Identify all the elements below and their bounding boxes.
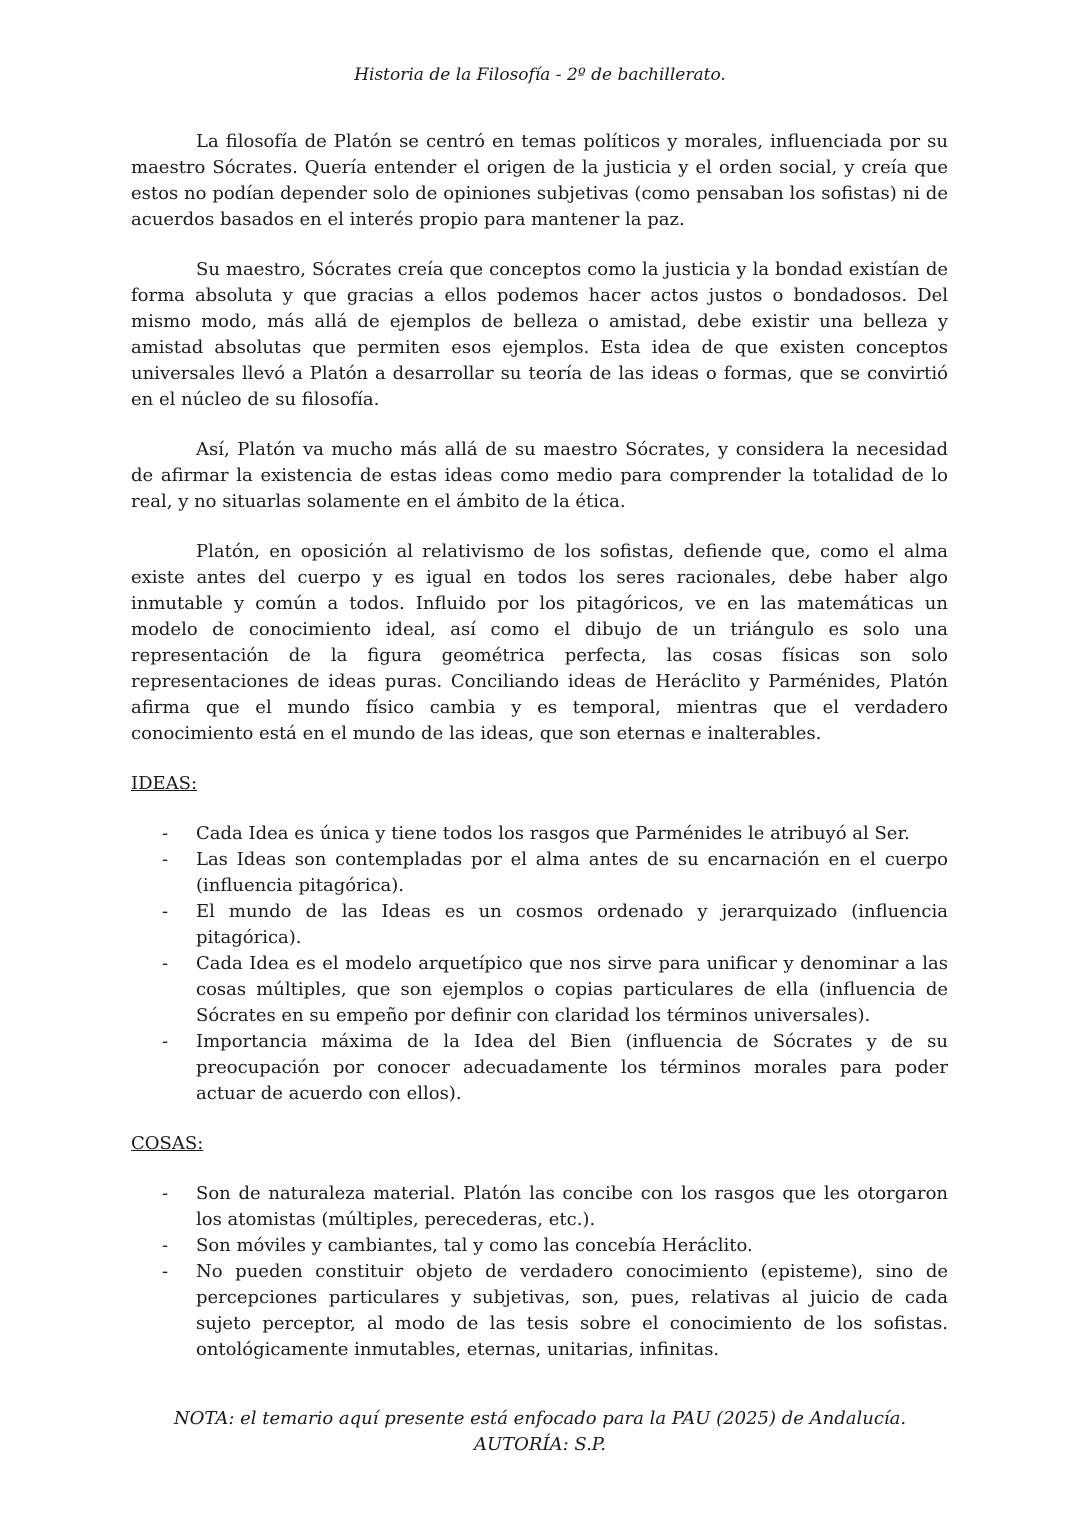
list-item-text: Cada Idea es única y tiene todos los rasgos que Parménides le atribuyó al Ser.	[196, 823, 910, 844]
page-footer	[0, 1406, 1080, 1458]
list-item-text: Son móviles y cambiantes, tal y como las concebía Heráclito.	[196, 1235, 753, 1256]
list-item	[131, 1029, 948, 1107]
list-item-text: Cada Idea es el modelo arquetípico que nos sirve para unificar y denominar a las cosas múltiples, que son ejemplos o copias particulares de ella (influencia de Sócrates en su empeño por definir con claridad los términos universales).	[196, 953, 948, 1026]
dash-bullet: -	[162, 823, 169, 844]
paragraph: Platón, en oposición al relativismo de los sofistas, defiende que, como el alma existe antes del cuerpo y es igual en todos los seres racionales, debe haber algo inmutable y común a todos. Influido por los pitagóricos, ve en las matemáticas un modelo de conocimiento ideal, así como el dibujo de un triángulo es solo una representación de la figura geométrica perfecta, las cosas físicas son solo representaciones de ideas puras. Conciliando ideas de Heráclito y Parménides, Platón afirma que el mundo físico cambia y es temporal, mientras que el verdadero conocimiento está en el mundo de las ideas, que son eternas e inalterables.	[131, 541, 948, 744]
list-item	[131, 847, 948, 899]
ideas-list	[131, 821, 948, 1107]
list-item	[131, 951, 948, 1029]
paragraph: La filosofía de Platón se centró en temas políticos y morales, influenciada por su maestro Sócrates. Quería entender el origen de la justicia y el orden social, y creía que estos no podían depender solo de opiniones subjetivas (como pensaban los sofistas) ni de acuerdos basados en el interés propio para mantener la paz.	[131, 131, 948, 230]
list-item	[131, 1259, 948, 1363]
dash-bullet: -	[162, 1183, 169, 1204]
cosas-list	[131, 1181, 948, 1363]
dash-bullet: -	[162, 849, 169, 870]
footer-author: AUTORÍA: S.P.	[474, 1434, 606, 1455]
dash-bullet: -	[162, 1031, 169, 1052]
dash-bullet: -	[162, 1261, 169, 1282]
paragraph: Su maestro, Sócrates creía que conceptos como la justicia y la bondad existían de forma absoluta y que gracias a ellos podemos hacer actos justos o bondadosos. Del mismo modo, más allá de ejemplos de belleza o amistad, debe existir una belleza y amistad absolutas que permiten esos ejemplos. Esta idea de que existen conceptos universales llevó a Platón a desarrollar su teoría de las ideas o formas, que se convirtió en el núcleo de su filosofía.	[131, 259, 948, 410]
list-item	[131, 1233, 948, 1259]
list-item-text: Importancia máxima de la Idea del Bien (influencia de Sócrates y de su preocupación por conocer adecuadamente los términos morales para poder actuar de acuerdo con ellos).	[196, 1031, 948, 1104]
dash-bullet: -	[162, 901, 169, 922]
list-item-text: Las Ideas son contempladas por el alma antes de su encarnación en el cuerpo (influencia pitagórica).	[196, 849, 948, 896]
dash-bullet: -	[162, 953, 169, 974]
ideas-heading: IDEAS:	[131, 773, 198, 794]
list-item	[131, 899, 948, 951]
document-body	[131, 129, 948, 1387]
footer-note: NOTA: el temario aquí presente está enfocado para la PAU (2025) de Andalucía.	[173, 1408, 907, 1429]
dash-bullet: -	[162, 1235, 169, 1256]
page-header: Historia de la Filosofía - 2º de bachillerato.	[354, 65, 726, 85]
list-item-text: Son de naturaleza material. Platón las concibe con los rasgos que les otorgaron los atomistas (múltiples, perecederas, etc.).	[196, 1183, 948, 1230]
list-item	[131, 821, 948, 847]
list-item-text: No pueden constituir objeto de verdadero conocimiento (episteme), sino de percepciones particulares y subjetivas, son, pues, relativas al juicio de cada sujeto perceptor, al modo de las tesis sobre el conocimiento de los sofistas. ontológicamente inmutables, eternas, unitarias, infinitas.	[196, 1261, 948, 1360]
list-item	[131, 1181, 948, 1233]
list-item-text: El mundo de las Ideas es un cosmos ordenado y jerarquizado (influencia pitagórica).	[196, 901, 948, 948]
paragraph: Así, Platón va mucho más allá de su maestro Sócrates, y considera la necesidad de afirmar la existencia de estas ideas como medio para comprender la totalidad de lo real, y no situarlas solamente en el ámbito de la ética.	[131, 439, 948, 512]
cosas-heading: COSAS:	[131, 1133, 204, 1154]
